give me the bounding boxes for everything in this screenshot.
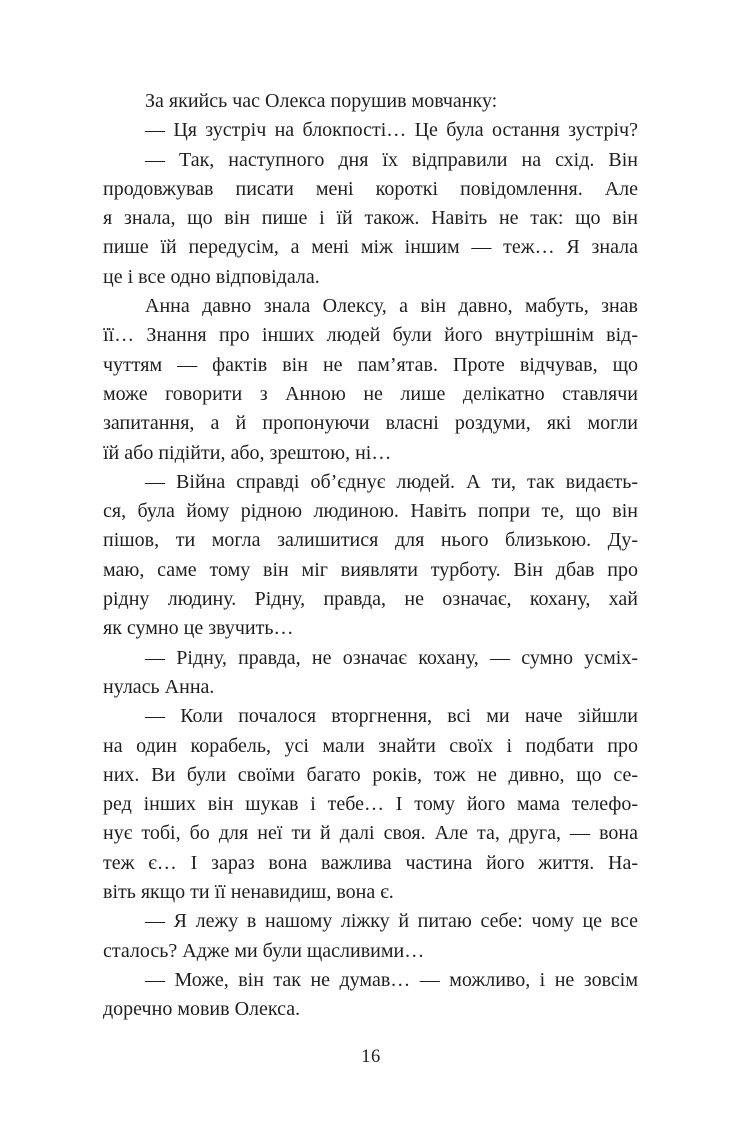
text-line: — Рідну, правда, не означає кохану, — сумно усміх- [145,646,638,669]
paragraph [103,907,638,966]
text-line: — Війна справді об’єднує людей. А ти, так видаєть- [145,470,638,493]
text-line: теж є… І зараз вона важлива частина його життя. На- [103,851,638,874]
text-line: пише їй передусім, а мені між іншим — теж… Я знала [103,236,638,259]
text-line: — Я лежу в нашому ліжку й питаю себе: чому це все [145,910,638,933]
paragraph [103,146,638,292]
text-line: — Так, наступного дня їх відправили на схід. Він [145,148,638,171]
text-line: — Ця зустріч на блокпості… Це була остання зустріч? [145,119,638,142]
text-line: — Може, він так не думав… — можливо, і не зовсім [145,968,638,991]
text-line: запитання, а й пропонуючи власні роздуми, які могли [103,412,638,435]
text-line: доречно мовив Олекса. [103,998,301,1021]
text-line: пішов, ти могла залишитися для нього близькою. Ду- [103,529,638,552]
text-line: я знала, що він пише і їй також. Навіть не так: що він [103,207,638,230]
text-line: її… Знання про інших людей були його внутрішнім від- [103,324,638,347]
paragraph [103,292,638,468]
text-line: сталось? Адже ми були щасливими… [103,939,425,962]
text-line: як сумно це звучить… [103,617,294,640]
text-line: продовжував писати мені короткі повідомлення. Але [103,177,638,200]
paragraph [103,644,638,703]
paragraph [103,702,638,907]
paragraph [103,966,638,1025]
text-line: — Коли почалося вторгнення, всі ми наче зійшли [145,705,638,728]
text-line: рідну людину. Рідну, правда, не означає, кохану, хай [103,588,638,611]
page-number: 16 [361,1047,381,1067]
text-line: маю, саме тому він міг виявляти турботу. Він дбав про [103,558,638,581]
text-line: на один корабель, усі мали знайти своїх і подбати про [103,734,638,757]
text-line: це і все одно відповідала. [103,265,320,288]
text-line: них. Ви були своїми багато років, тож не дивно, що се- [103,763,638,786]
page-text [103,87,638,1025]
text-line: ся, була йому рідною людиною. Навіть попри те, що він [103,500,638,523]
text-line: чуттям — фактів він не пам’ятав. Проте відчував, що [103,353,638,376]
text-line: Анна давно знала Олексу, а він давно, мабуть, знав [145,295,638,318]
text-line: За якийсь час Олекса порушив мовчанку: [145,90,498,112]
paragraph [103,87,638,116]
text-line: їй або підійти, або, зрештою, ні… [103,441,392,464]
paragraph [103,468,638,644]
text-line: може говорити з Анною не лише делікатно ставлячи [103,382,638,405]
paragraph [103,116,638,145]
text-line: нулась Анна. [103,675,215,698]
text-line: ред інших він шукав і тебе… І тому його мама телефо- [103,793,638,816]
text-line: нує тобі, бо для неї ти й далі своя. Але та, друга, — вона [103,822,638,845]
text-line: віть якщо ти її ненавидиш, вона є. [103,881,394,904]
